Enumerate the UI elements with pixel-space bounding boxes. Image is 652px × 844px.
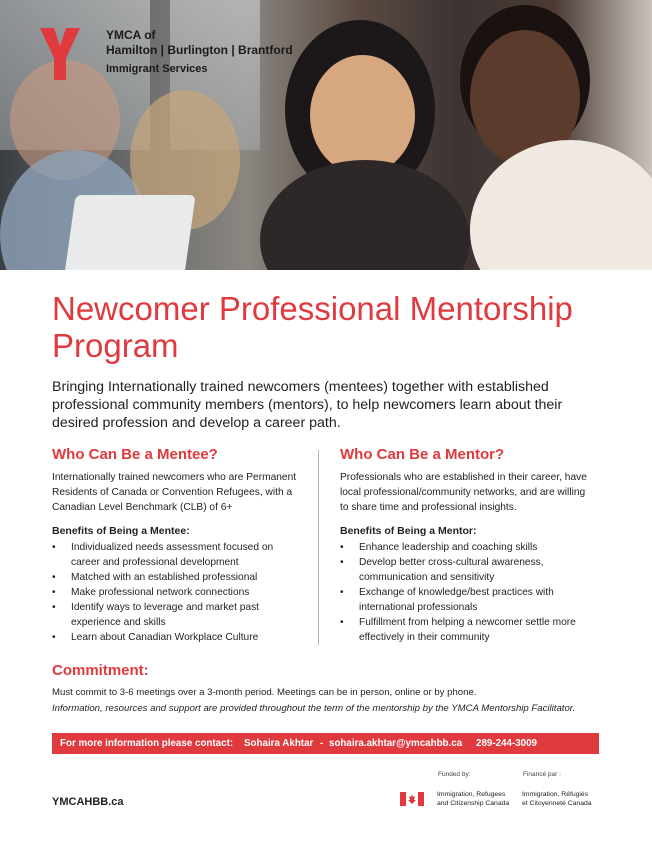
department-name-fr: [522, 790, 592, 808]
mentee-heading: Who Can Be a Mentee?: [52, 446, 218, 463]
commitment-text: Must commit to 3-6 meetings over a 3-month period. Meetings can be in person, online or by phone.: [52, 687, 477, 698]
list-item: • Learn about Canadian Workplace Culture: [52, 630, 302, 645]
contact-bar: [52, 733, 599, 754]
list-item: • Exchange of knowledge/best practices with international professionals: [340, 585, 595, 615]
dept-fr-line-1: Immigration, Réfugiés: [522, 791, 589, 798]
contact-name: Sohaira Akhtar: [244, 738, 314, 749]
finance-par-label: Financé par :: [523, 771, 561, 778]
contact-separator: -: [320, 738, 324, 749]
list-item: • Make professional network connections: [52, 585, 302, 600]
contact-email-link[interactable]: sohaira.akhtar@ymcahbb.ca: [329, 738, 463, 749]
department-name-en: [437, 790, 509, 808]
dept-fr-line-2: et Citoyenneté Canada: [522, 800, 592, 807]
commitment-support-text: Information, resources and support are provided throughout the term of the mentorship by the YMCA Mentorship Facilitator.: [52, 703, 576, 714]
org-line-3: Immigrant Services: [106, 63, 208, 75]
org-line-2: Hamilton | Burlington | Brantford: [106, 43, 293, 57]
column-divider: [318, 450, 319, 645]
man-shirt: [470, 140, 652, 270]
list-item: • Develop better cross-cultural awareness, communication and sensitivity: [340, 555, 595, 585]
mentor-section: [340, 446, 595, 645]
woman-face: [310, 55, 415, 175]
page-title: Newcomer Professional Mentorship Program: [52, 290, 573, 364]
mentee-benefits-heading: Benefits of Being a Mentee:: [52, 525, 190, 537]
intro-text: Bringing Internationally trained newcomers (mentees) together with established professional community members (mentors), to help newcomers learn about their desired profession and develop a career path.: [52, 379, 563, 431]
list-item: • Enhance leadership and coaching skills: [340, 540, 595, 555]
contact-label: For more information please contact:: [60, 738, 234, 749]
woman-jacket: [260, 160, 470, 270]
org-line-1: YMCA of: [106, 28, 156, 42]
list-item: • Identify ways to leverage and market past experience and skills: [52, 600, 302, 630]
list-item: • Individualized needs assessment focused on career and professional development: [52, 540, 302, 570]
dept-en-line-1: Immigration, Refugees: [437, 791, 506, 798]
mentor-heading: Who Can Be a Mentor?: [340, 446, 505, 463]
dept-en-line-2: and Citizenship Canada: [437, 800, 510, 807]
mentor-benefits-heading: Benefits of Being a Mentor:: [340, 525, 477, 537]
commitment-heading: Commitment:: [52, 662, 149, 679]
ymca-logo-icon: [40, 28, 80, 80]
funded-by-label: Funded by:: [438, 771, 471, 778]
hero-photo: [0, 0, 652, 270]
canada-flag-icon: [400, 792, 424, 806]
website-link[interactable]: YMCAHBB.ca: [52, 796, 124, 808]
mentee-description: Internationally trained newcomers who are Permanent Residents of Canada or Convention Refugees, with a Canadian Level Benchmark (CLB) of 6+: [52, 472, 297, 513]
laptop: [64, 195, 195, 270]
list-item: • Matched with an established professional: [52, 570, 302, 585]
mentee-section: [52, 446, 302, 645]
contact-phone[interactable]: 289-244-3009: [476, 738, 538, 749]
organization-name: [106, 28, 293, 80]
mentor-description: Professionals who are established in their career, have local professional/community networks, and are willing to share time and professional insights.: [340, 472, 587, 513]
mentee-benefits-list: [52, 540, 302, 645]
mentor-benefits-list: [340, 540, 595, 645]
list-item: • Fulfillment from helping a newcomer settle more effectively in their community: [340, 615, 595, 645]
